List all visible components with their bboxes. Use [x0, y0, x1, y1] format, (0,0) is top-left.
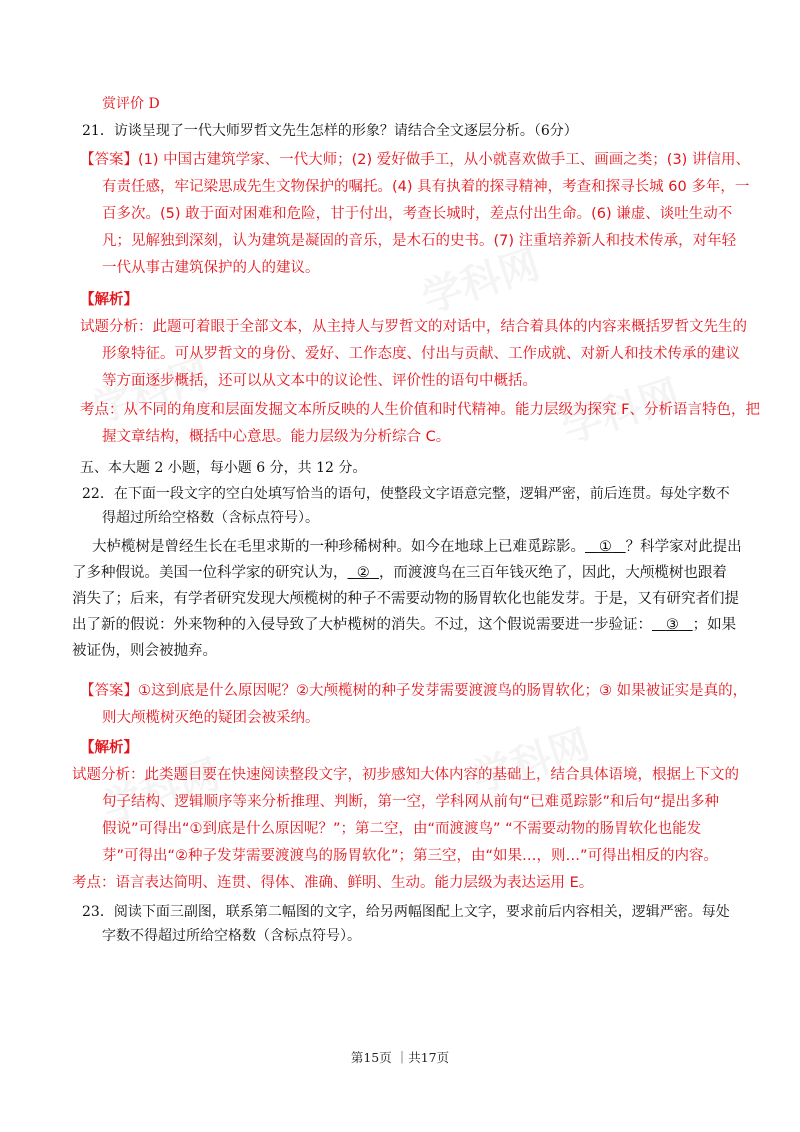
q22-passage-line-5: 被证伪，则会被抛弃。 — [72, 643, 217, 659]
watermark: 学科网 — [466, 721, 596, 803]
q21-analysis-line-2: 形象特征。可从罗哲文的身份、爱好、工作态度、付出与贡献、工作成就、对新人和技术传承的建议 — [102, 346, 740, 362]
page-number-footer: 第15页 ｜共17页 — [350, 1050, 450, 1065]
section-5-heading: 五、本大题 2 小题，每小题 6 分，共 12 分。 — [80, 460, 367, 476]
q22-passage-text: 了多种假说。美国一位科学家的研究认为， — [72, 565, 348, 581]
q21-answer-line-5: 一代从事古建筑保护的人的建议。 — [102, 260, 320, 276]
question-21: 21．访谈呈现了一代大师罗哲文先生怎样的形象？请结合全文逐层分析。（6分） — [82, 123, 578, 139]
watermark: 学科网 — [96, 751, 226, 833]
q21-answer-line-3: 百多次。(5) 敢于面对困难和危险，甘于付出，考查长城时，差点付出生命。(6) 谦虚、谈吐生动不 — [102, 206, 733, 222]
question-23-line-2: 字数不得超过所给空格数（含标点符号）。 — [102, 928, 361, 944]
blank-3 — [652, 617, 693, 633]
previous-answer-fragment: 赏评价 D — [102, 96, 160, 112]
question-22-line-2: 得超过所给空格数（含标点符号）。 — [102, 510, 319, 526]
q22-passage-text: ，而渡渡鸟在三百年钱灭绝了，因此，大颅榄树也跟着 — [378, 565, 727, 581]
question-22-line-1: 22．在下面一段文字的空白处填写恰当的语句，使整段文字语意完整，逻辑严密，前后连贯。每处字数不 — [82, 486, 730, 502]
q22-analysis-line-2: 句子结构、逻辑顺序等来分析推理、判断，第一空，学科网从前句“已难觅踪影”和后句“提出多种 — [102, 794, 720, 810]
q22-passage-line-4 — [72, 615, 736, 635]
q21-answer-line-1: 【答案】(1) 中国古建筑学家、一代大师；(2) 爱好做手工，从小就喜欢做手工、画画之类；(3) 讲信用、 — [80, 152, 750, 168]
q22-analysis-line-4: 芽”可得出“②种子发芽需要渡渡鸟的肠胃软化”；第三空，由“如果…，则…”可得出相反的内容。 — [102, 848, 719, 864]
q22-analysis-tag: 【解析】 — [80, 740, 138, 756]
q22-passage-text: 出了新的假说：外来物种的入侵导致了大栌榄树的消失。不过，这个假说需要进一步验证： — [72, 617, 652, 633]
blank-3-label: ③ — [665, 617, 679, 633]
blank-2 — [348, 565, 379, 581]
watermark: 学科网 — [556, 371, 686, 453]
q21-kaodian-line-2: 握文章结构，概括中心意思。能力层级为分析综合 C。 — [102, 429, 451, 445]
watermark: 学科网 — [86, 351, 216, 433]
q21-analysis-tag: 【解析】 — [80, 292, 138, 308]
q22-passage-line-3: 消失了；后来，有学者研究发现大颅榄树的种子不需要动物的肠胃软化也能发芽。于是，又有研究者们提 — [72, 591, 739, 607]
q22-analysis-line-1: 试题分析：此类题目要在快速阅读整段文字，初步感知大体内容的基础上，结合具体语境，根据上下文的 — [72, 767, 739, 783]
q21-answer-line-2: 有责任感，牢记梁思成先生文物保护的嘱托。(4) 具有执着的探寻精神，考查和探寻长城 60 多年，一 — [102, 179, 750, 195]
q22-answer-line-1: 【答案】①这到底是什么原因呢？②大颅榄树的种子发芽需要渡渡鸟的肠胃软化；③ 如果被证实是真的， — [80, 683, 748, 699]
q22-passage-text: ？科学家对此提出 — [625, 539, 742, 555]
q22-analysis-line-3: 假说”可得出“①到底是什么原因呢？”；第二空，由“而渡渡鸟” “不需要动物的肠胃软化也能发 — [102, 821, 702, 837]
q22-kaodian: 考点：语言表达简明、连贯、得体、准确、鲜明、生动。能力层级为表达运用 E。 — [72, 875, 594, 891]
q21-analysis-line-1: 试题分析：此题可着眼于全部文本，从主持人与罗哲文的对话中，结合着具体的内容来概括罗哲文先生的 — [80, 319, 747, 335]
q22-passage-text: ；如果 — [692, 617, 737, 633]
blank-1-label: ① — [598, 539, 612, 555]
question-23-line-1: 23．阅读下面三副图，联系第二幅图的文字，给另两幅图配上文字，要求前后内容相关，逻辑严密。每处 — [82, 904, 730, 920]
q22-passage-line-2 — [72, 563, 727, 583]
q21-analysis-line-3: 等方面逐步概括，还可以从文本中的议论性、评价性的语句中概括。 — [102, 373, 537, 389]
q22-answer-line-2: 则大颅榄树灭绝的疑团会被采纳。 — [102, 710, 320, 726]
blank-1 — [585, 539, 626, 555]
q22-passage-text: 大栌榄树是曾经生长在毛里求斯的一种珍稀树种。如今在地球上已难觅踪影。 — [92, 539, 585, 555]
q21-kaodian-line-1: 考点：从不同的角度和层面发掘文本所反映的人生价值和时代精神。能力层级为探究 F、分析语言特色，把 — [80, 402, 760, 418]
watermark: 学科网 — [416, 241, 546, 323]
q22-passage-line-1 — [92, 537, 742, 557]
q21-answer-line-4: 凡；见解独到深刻，认为建筑是凝固的音乐，是木石的史书。(7) 注重培养新人和技术传承，对年轻 — [102, 233, 737, 249]
blank-2-label: ② — [356, 565, 370, 581]
